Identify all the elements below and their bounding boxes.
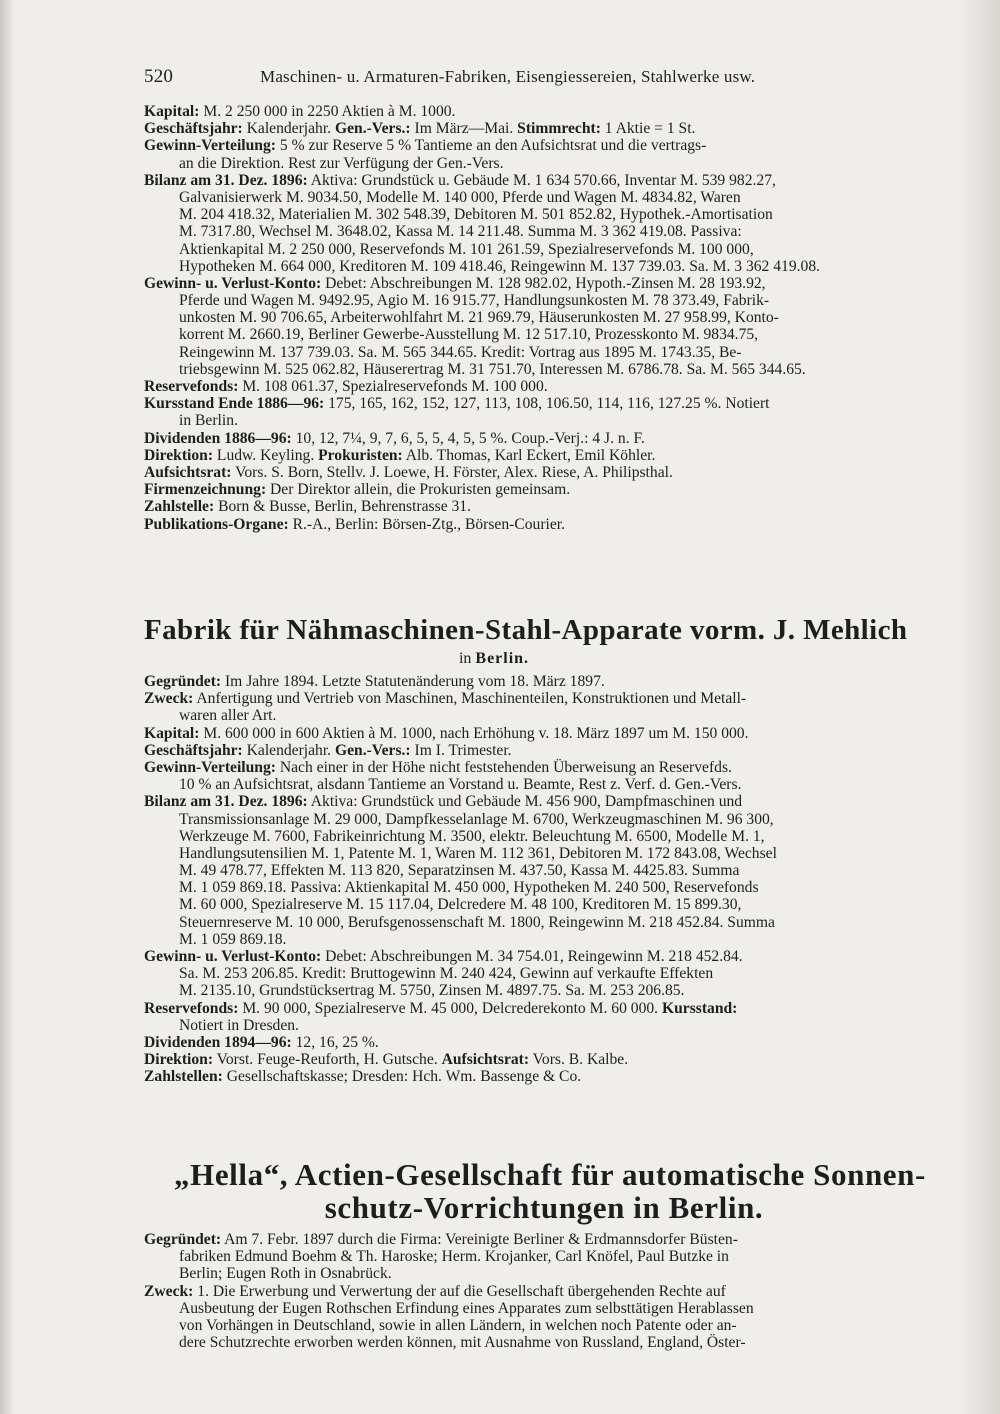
entry-line <box>144 498 964 515</box>
entry-line <box>144 464 964 481</box>
continuation-line <box>144 862 964 879</box>
field-text: 1 Aktie = 1 St. <box>600 120 696 138</box>
field-label: Gewinn- u. Verlust-Konto: <box>144 948 322 965</box>
entry-line <box>144 673 964 690</box>
field-text: Sa. M. 253 206.85. Kredit: Bruttogewinn M. 240 424, Gewinn auf verkaufte Effekten <box>179 965 714 983</box>
page-edge-right <box>960 0 1000 1414</box>
entry-line <box>144 172 964 189</box>
field-label: Zahlstelle: <box>144 498 215 516</box>
continuation-line <box>144 1300 964 1317</box>
field-text: Aktienkapital M. 2 250 000, Reservefonds M. 101 261.59, Spezialreservefonds M. 100 000, <box>179 240 754 258</box>
field-text: 175, 165, 162, 152, 127, 113, 108, 106.50, 114, 116, 127.25 %. Notiert <box>324 395 770 413</box>
field-text: M. 600 000 in 600 Aktien à M. 1000, nach Erhöhung v. 18. März 1897 um M. 150 000. <box>199 724 749 742</box>
field-text: waren aller Art. <box>179 707 277 725</box>
field-label: Gewinn- u. Verlust-Konto: <box>144 274 322 292</box>
continuation-line <box>144 845 964 862</box>
field-text: Anfertigung und Vertrieb von Maschinen, Maschinenteilen, Konstruktionen und Metall- <box>193 690 747 708</box>
field-label: Direktion: <box>144 1051 214 1069</box>
page-edge-left <box>0 0 14 1414</box>
field-label: Direktion: <box>144 446 214 464</box>
field-text: Aktiva: Grundstück u. Gebäude M. 1 634 570.66, Inventar M. 539 982.27, <box>307 171 776 189</box>
continuation-line <box>144 361 964 378</box>
field-text: Vorst. Feuge-Reuforth, H. Gutsche. <box>213 1051 442 1069</box>
continuation-line <box>144 189 964 206</box>
field-text: korrent M. 2660.19, Berliner Gewerbe-Ausstellung M. 12 517.10, Prozesskonto M. 9834.75, <box>179 326 759 344</box>
field-text: Galvanisierwerk M. 9034.50, Modelle M. 140 000, Pferde und Wagen M. 4834.82, Waren <box>179 188 741 206</box>
field-text: Kalenderjahr. <box>242 120 335 138</box>
entry-line <box>144 1051 964 1068</box>
field-label: Zweck: <box>144 690 194 708</box>
field-text: M. 108 061.37, Spezialreservefonds M. 100 000. <box>238 378 548 395</box>
continuation-line <box>144 344 964 361</box>
field-text: Werkzeuge M. 7600, Fabrikeinrichtung M. 3500, elektr. Beleuchtung M. 6500, Modelle M. 1, <box>179 827 765 845</box>
entry-line <box>144 275 964 292</box>
continuation-line <box>144 1334 964 1351</box>
field-text: in Berlin. <box>179 412 238 430</box>
field-label: Geschäftsjahr: <box>144 120 243 138</box>
entry-line <box>144 103 964 120</box>
field-text: Gesellschaftskasse; Dresden: Hch. Wm. Bassenge & Co. <box>222 1068 582 1086</box>
field-text: 5 % zur Reserve 5 % Tantieme an den Aufsichtsrat und die vertrags- <box>275 137 707 155</box>
entry-line <box>144 742 964 759</box>
field-text: Debet: Abschreibungen M. 128 982.02, Hypoth.-Zinsen M. 28 193.92, <box>321 274 766 292</box>
field-text: Am 7. Febr. 1897 durch die Firma: Vereinigte Berliner & Erdmannsdorfer Büsten- <box>221 1231 738 1248</box>
entry-line <box>144 447 964 464</box>
entry-line <box>144 793 964 810</box>
field-label: Gen.-Vers.: <box>334 120 411 138</box>
field-text: Im I. Trimester. <box>410 741 512 759</box>
entry-line <box>144 1283 964 1300</box>
company-3-title-line1: „Hella“, Actien-Gesellschaft für automatische Sonnen- <box>174 1157 926 1192</box>
field-text: M. 49 478.77, Effekten M. 113 820, Separatzinsen M. 437.50, Kassa M. 4425.83. Summa <box>179 862 740 880</box>
continuation-line <box>144 412 964 429</box>
field-text: M. 1 059 869.18. <box>179 930 287 948</box>
company-entry-1 <box>144 103 964 533</box>
field-text: M. 2135.10, Grundstücksertrag M. 5750, Zinsen M. 4897.75. Sa. M. 253 206.85. <box>179 982 685 1000</box>
continuation-line <box>144 914 964 931</box>
entry-line <box>144 948 964 965</box>
entry-line <box>144 690 964 707</box>
field-text: dere Schutzrechte erworben werden können, mit Ausnahme von Russland, England, Öster- <box>179 1334 746 1352</box>
entry-line <box>144 395 964 412</box>
field-label: Stimmrecht: <box>517 120 601 138</box>
entry-line <box>144 378 964 395</box>
field-label: Gen.-Vers.: <box>334 741 411 759</box>
field-label: Dividenden 1886—96: <box>144 429 292 447</box>
field-text: triebsgewinn M. 525 062.82, Häuserertrag M. 31 751.70, Interessen M. 6786.78. Sa. M. 565 344.65. <box>179 360 806 378</box>
field-text: von Vorhängen in Deutschland, sowie in allen Ländern, in welchen noch Patente oder an- <box>179 1316 737 1334</box>
field-label: Kapital: <box>144 103 200 120</box>
field-text: fabriken Edmund Boehm & Th. Haroske; Herm. Krojanker, Carl Knöfel, Paul Butzke in <box>179 1248 729 1266</box>
continuation-line <box>144 223 964 240</box>
field-text: Aktiva: Grundstück und Gebäude M. 456 900, Dampfmaschinen und <box>307 793 743 811</box>
continuation-line <box>144 1317 964 1334</box>
page-number: 520 <box>144 66 174 87</box>
page-header <box>144 66 944 90</box>
field-text: Born & Busse, Berlin, Behrenstrasse 31. <box>214 498 472 516</box>
continuation-line <box>144 1248 964 1265</box>
field-text: Der Direktor allein, die Prokuristen gemeinsam. <box>266 481 571 499</box>
entry-line <box>144 759 964 776</box>
entry-line <box>144 120 964 137</box>
field-text: Berlin; Eugen Roth in Osnabrück. <box>179 1265 392 1283</box>
field-text: Vors. S. Born, Stellv. J. Loewe, H. Förster, Alex. Riese, A. Philipsthal. <box>231 463 673 481</box>
company-2-title: Fabrik für Nähmaschinen-Stahl-Apparate vorm. J. Mehlich <box>144 614 908 646</box>
field-label: Kursstand: <box>661 999 738 1017</box>
field-text: Pferde und Wagen M. 9492.95, Agio M. 16 915.77, Handlungsunkosten M. 78 373.49, Fabrik- <box>179 292 770 310</box>
field-text: M. 1 059 869.18. Passiva: Aktienkapital M. 450 000, Hypotheken M. 240 500, Reservefonds <box>179 879 759 897</box>
location-city: Berlin. <box>475 650 530 667</box>
field-label: Gegründet: <box>144 1231 222 1248</box>
running-title: Maschinen- u. Armaturen-Fabriken, Eisengiessereien, Stahlwerke usw. <box>260 67 756 86</box>
field-text: Ausbeutung der Eugen Rothschen Erfindung eines Apparates zum selbsttätigen Herablassen <box>179 1299 754 1317</box>
field-text: Vors. B. Kalbe. <box>529 1051 629 1069</box>
continuation-line <box>144 206 964 223</box>
field-text: Im Jahre 1894. Letzte Statutenänderung vom 18. März 1897. <box>221 673 605 690</box>
company-entry-3 <box>144 1231 964 1351</box>
field-label: Prokuristen: <box>318 446 403 464</box>
continuation-line <box>144 811 964 828</box>
field-text: Hypotheken M. 664 000, Kreditoren M. 109 418.46, Reingewinn M. 137 739.03. Sa. M. 3 362 419.08. <box>179 257 821 275</box>
field-text: 10, 12, 7¼, 9, 7, 6, 5, 5, 4, 5, 5 %. Coup.-Verj.: 4 J. n. F. <box>291 429 645 447</box>
company-2-location <box>144 650 844 668</box>
entry-line <box>144 137 964 154</box>
field-text: Nach einer in der Höhe nicht feststehenden Überweisung an Reservefds. <box>275 758 732 776</box>
field-label: Bilanz am 31. Dez. 1896: <box>144 793 308 811</box>
continuation-line <box>144 309 964 326</box>
field-label: Firmenzeichnung: <box>144 481 267 499</box>
field-label: Geschäftsjahr: <box>144 741 243 759</box>
field-label: Reservefonds: <box>144 378 239 395</box>
continuation-line <box>144 965 964 982</box>
field-text: Ludw. Keyling. <box>213 446 319 464</box>
continuation-line <box>144 326 964 343</box>
field-text: Steuernreserve M. 10 000, Berufsgenossenschaft M. 1800, Reingewinn M. 218 452.84. Summa <box>179 913 775 931</box>
company-3-title-line2: schutz-Vorrichtungen in Berlin. <box>324 1190 764 1225</box>
field-text: M. 7317.80, Wechsel M. 3648.02, Kassa M. 14 211.48. Summa M. 3 362 419.08. Passiva: <box>179 223 742 241</box>
field-label: Zahlstellen: <box>144 1068 223 1086</box>
field-text: R.-A., Berlin: Börsen-Ztg., Börsen-Courier. <box>288 515 566 533</box>
field-label: Kapital: <box>144 724 200 742</box>
entry-line <box>144 516 964 533</box>
continuation-line <box>144 241 964 258</box>
field-label: Publikations-Organe: <box>144 515 289 533</box>
continuation-line <box>144 292 964 309</box>
field-text: an die Direktion. Rest zur Verfügung der Gen.-Vers. <box>179 154 504 172</box>
field-label: Aufsichtsrat: <box>144 463 232 481</box>
field-text: M. 60 000, Spezialreserve M. 15 117.04, Delcredere M. 48 100, Kreditoren M. 15 899.30, <box>179 896 742 914</box>
continuation-line <box>144 896 964 913</box>
field-text: M. 2 250 000 in 2250 Aktien à M. 1000. <box>199 103 456 120</box>
entry-line <box>144 1034 964 1051</box>
field-text: 1. Die Erwerbung und Verwertung der auf die Gesellschaft übergehenden Rechte auf <box>193 1282 726 1300</box>
field-label: Gewinn-Verteilung: <box>144 137 276 155</box>
field-label: Kursstand Ende 1886—96: <box>144 395 325 413</box>
field-label: Reservefonds: <box>144 999 239 1017</box>
continuation-line <box>144 931 964 948</box>
field-label: Gewinn-Verteilung: <box>144 758 276 776</box>
field-text: Transmissionsanlage M. 29 000, Dampfkesselanlage M. 6700, Werkzeugmaschinen M. 96 300, <box>179 810 774 828</box>
field-label: Dividenden 1894—96: <box>144 1033 292 1051</box>
entry-line <box>144 1068 964 1085</box>
field-label: Aufsichtsrat: <box>441 1051 530 1069</box>
field-text: unkosten M. 90 706.65, Arbeiterwohlfahrt M. 21 969.79, Häuserunkosten M. 27 958.99, Konto- <box>179 309 779 327</box>
field-text: Debet: Abschreibungen M. 34 754.01, Reingewinn M. 218 452.84. <box>321 948 743 965</box>
field-label: Zweck: <box>144 1282 194 1300</box>
field-label: Bilanz am 31. Dez. 1896: <box>144 171 308 189</box>
field-text: 10 % an Aufsichtsrat, alsdann Tantieme an Vorstand u. Beamte, Rest z. Verf. d. Gen.-Vers. <box>179 776 742 794</box>
continuation-line <box>144 982 964 999</box>
continuation-line <box>144 828 964 845</box>
entry-line <box>144 1231 964 1248</box>
continuation-line <box>144 776 964 793</box>
field-text: Reingewinn M. 137 739.03. Sa. M. 565 344.65. Kredit: Vortrag aus 1895 M. 1743.35, Be- <box>179 343 742 361</box>
field-text: Alb. Thomas, Karl Eckert, Emil Köhler. <box>402 446 656 464</box>
entry-line <box>144 481 964 498</box>
field-text: Im März—Mai. <box>410 120 518 138</box>
entry-line <box>144 1000 964 1017</box>
field-text: Kalenderjahr. <box>242 741 335 759</box>
field-text: 12, 16, 25 %. <box>291 1033 379 1051</box>
field-text: Handlungsutensilien M. 1, Patente M. 1, Waren M. 112 361, Debitoren M. 172 843.08, Wechsel <box>179 844 777 862</box>
continuation-line <box>144 879 964 896</box>
continuation-line <box>144 707 964 724</box>
field-text: M. 90 000, Spezialreserve M. 45 000, Delcrederekonto M. 60 000. <box>238 999 662 1017</box>
location-prefix: in <box>458 650 472 667</box>
entry-line <box>144 430 964 447</box>
continuation-line <box>144 258 964 275</box>
continuation-line <box>144 1265 964 1282</box>
company-entry-2 <box>144 673 964 1086</box>
entry-line <box>144 725 964 742</box>
continuation-line <box>144 155 964 172</box>
field-text: Notiert in Dresden. <box>179 1016 299 1034</box>
continuation-line <box>144 1017 964 1034</box>
field-label: Gegründet: <box>144 673 222 690</box>
field-text: M. 204 418.32, Materialien M. 302 548.39, Debitoren M. 501 852.82, Hypothek.-Amortisation <box>179 206 773 224</box>
